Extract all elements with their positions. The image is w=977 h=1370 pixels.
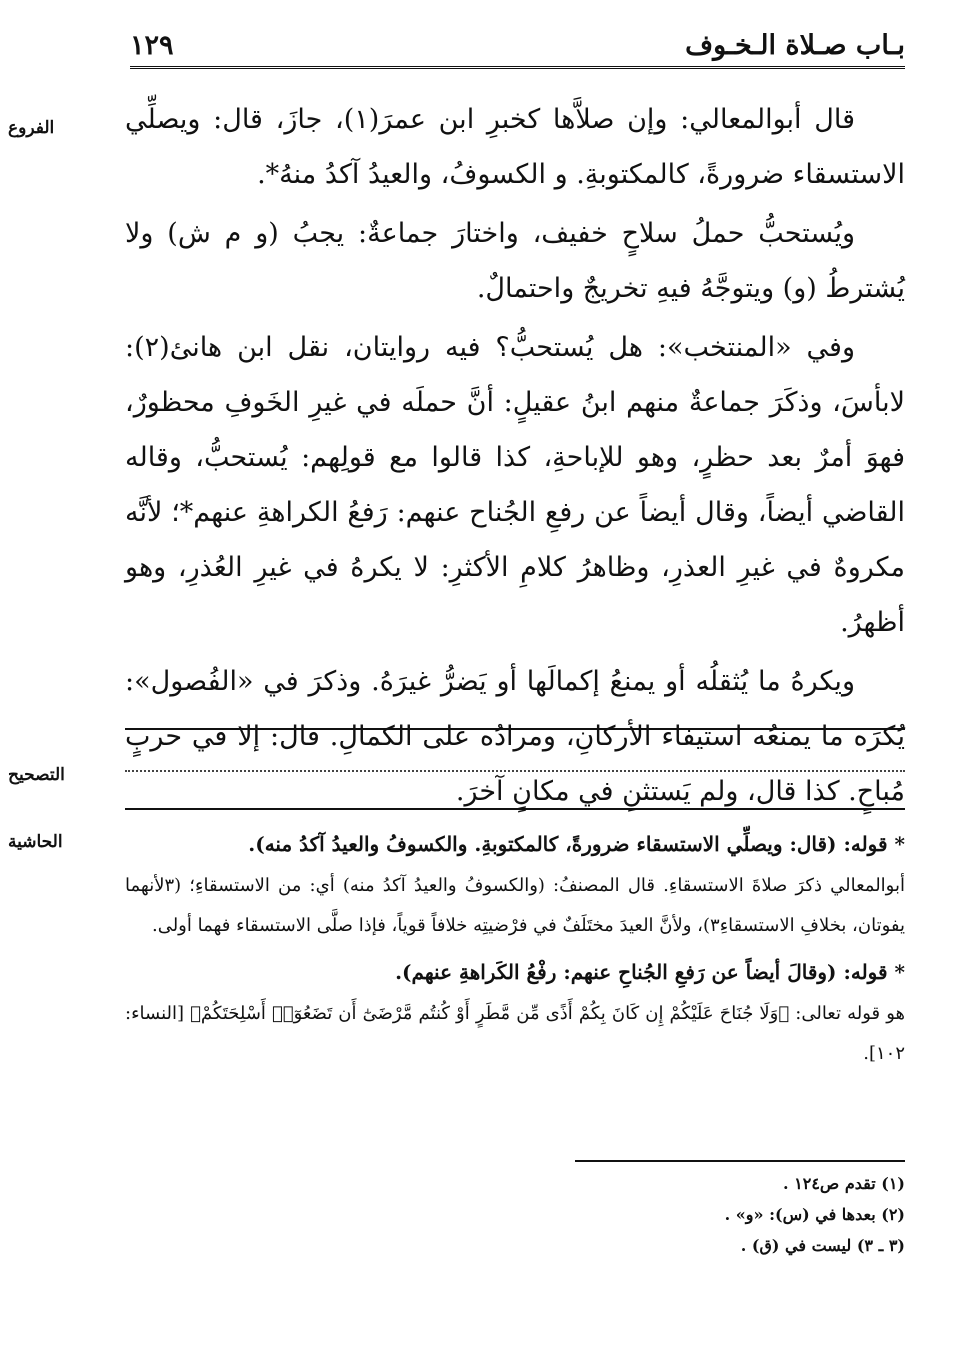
hashiya-body-1: أبوالمعالي ذكرَ صلاةَ الاستسقاءِ. قال المصنفُ: (والكسوفُ والعيدُ آكدُ منه) أي: من الاستسقاءِ؛ (٣لأنهما يفوتان، بخلافِ الاستسقاءِ٣)، ولأنَّ العيدَ مختَلَفٌ في فرْضيتِه خلافاً قوياً، فإذا صلَّى الاستسقاء فهما أولى.	[125, 875, 905, 936]
main-paragraph-2: ويُستحبُّ حملُ سلاحٍ خفيف، واختارَ جماعةٌ: يجبُ (و م ش) ولا يُشترطُ (و) ويتوجَّهُ فيهِ تخريجٌ واحتمالٌ.	[125, 218, 905, 304]
footnote-rule	[575, 1160, 905, 1162]
main-paragraph-1: قال أبوالمعالي: وإن صلاَّها كخبرِ ابن عمرَ(١)، جازَ، قال: ويصلِّي الاستسقاء ضرورةً، كالمكتوبةِ. و الكسوفُ، والعيدُ آكدُ منهُ*.	[125, 104, 905, 190]
footnotes	[125, 1168, 905, 1261]
chapter-title: بـاب صـلاة الـخـوف	[685, 30, 905, 61]
hashiya-body-2: هو قوله تعالى: ﴿وَلَا جُنَاحَ عَلَيْكُمْ إِن كَانَ بِكُمْ أَذًى مِّن مَّطَرٍ أَوْ كُنتُم مَّرْضَىٰٓ أَن تَضَعُوٓا۟ أَسْلِحَتَكُمْ﴾ [النساء: ١٠٢].	[125, 1003, 905, 1064]
running-header	[130, 30, 905, 69]
hashiya-heading-2: * قوله: (وقالَ أيضاً عن رَفعِ الجُناحِ عنهم: رفْعُ الكَراهةِ عنهم).	[395, 960, 905, 984]
section-divider-top	[125, 728, 905, 730]
section-divider-bottom	[125, 808, 905, 810]
side-label-hashiya: الحاشية	[8, 832, 63, 852]
side-label-furu: الفروع	[8, 118, 55, 138]
main-text	[125, 92, 905, 823]
hashiya-heading-1: * قوله: (قال: ويصلِّي الاستسقاء ضرورةً، كالمكتوبةِ. والكسوفُ والعيدُ آكدُ منه).	[248, 832, 905, 856]
hashiya-notes	[125, 822, 905, 1078]
side-label-tashih: التصحيح	[8, 765, 65, 785]
main-paragraph-3: وفي «المنتخب»: هل يُستحبُّ؟ فيه روايتان، نقل ابن هانئ(٢): لابأسَ، وذكَرَ جماعةٌ منهم ابنُ عقيلٍ: أنَّ حملَه في غيرِ الخَوفِ محظورٌ، فهوَ أمرٌ بعد حظرٍ، وهو للإباحةِ، كذا قالوا مع قولِهم: يُستحبُّ، وقاله القاضي أيضاً، وقال أيضاً عن رفعِ الجُناح عنهم: رَفعُ الكراهةِ عنهم*؛ لأنَّه مكروهٌ في غيرِ العذرِ، وظاهرُ كلامِ الأكثرِ: لا يكرهُ في غيرِ العُذرِ، وهو أظهرُ.	[125, 332, 905, 638]
tashih-dotted-line	[125, 770, 905, 772]
footnote-2: (٢) بعدها في (س): «و» .	[724, 1205, 905, 1224]
main-paragraph-4: ويكرهُ ما يُثقلُه أو يمنعُ إكمالَها أو يَضرُّ غيرَهُ. وذكرَ في «الفُصول»: يُكرَه ما يمنعُه استيفاء الأركانِ، ومرادُه على الكمالِ. قال: إلا في حربٍ مُباحٍ. كذا قال، ولم يَستثنِ في مكانٍ آخرَ.	[125, 666, 905, 807]
footnote-1: (١) تقدم ص١٢٤ .	[783, 1174, 905, 1193]
page-number: ١٢٩	[130, 30, 174, 61]
footnote-3: (٣ ـ ٣) ليست في (ق) .	[740, 1236, 905, 1255]
